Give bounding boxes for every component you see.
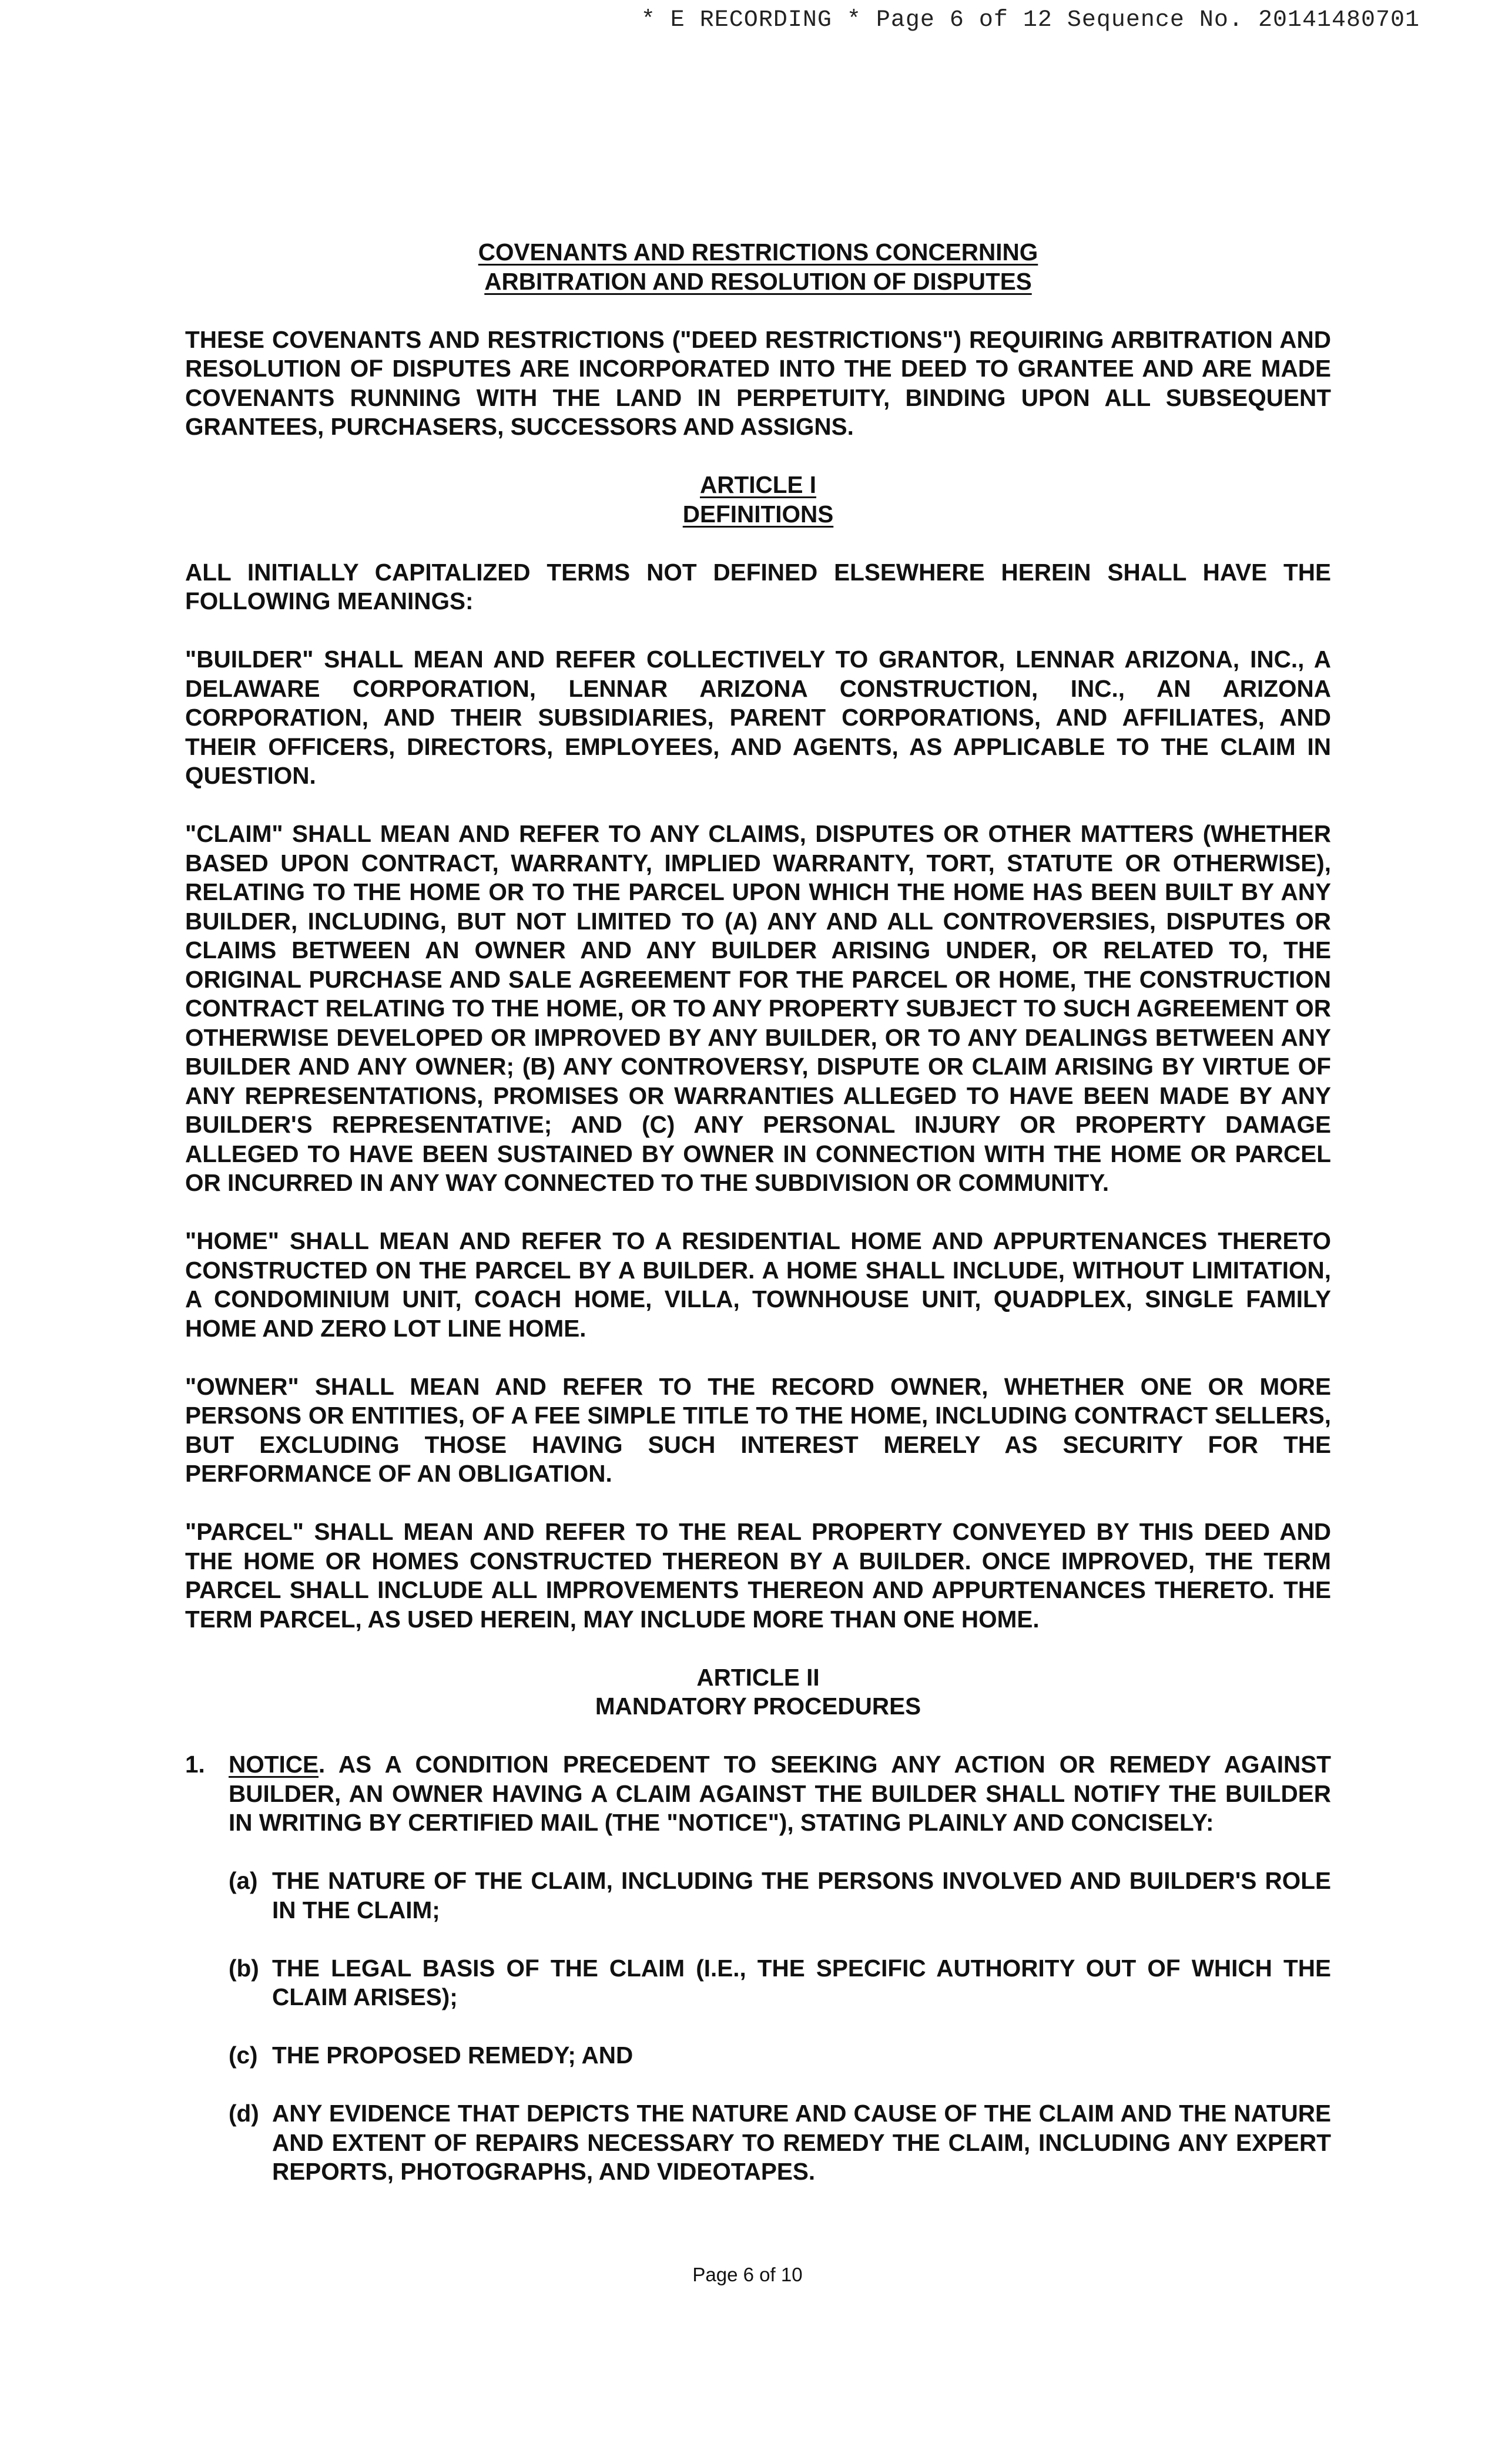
notice-item-label: (c) xyxy=(229,2042,258,2069)
definitions-intro: ALL INITIALLY CAPITALIZED TERMS NOT DEFINED ELSEWHERE HEREIN SHALL HAVE THE FOLLOWING MEANINGS: xyxy=(185,558,1331,615)
notice-items xyxy=(229,1867,1331,2187)
article-1-number: ARTICLE I xyxy=(700,471,816,498)
notice-term: NOTICE xyxy=(229,1751,319,1778)
article-2-number: ARTICLE II xyxy=(696,1663,820,1691)
title-line-2: ARBITRATION AND RESOLUTION OF DISPUTES xyxy=(484,267,1032,295)
notice-item-label: (a) xyxy=(229,1867,258,1894)
notice-item xyxy=(229,2099,1331,2187)
article-1-name: DEFINITIONS xyxy=(682,500,834,528)
notice-item-text: THE NATURE OF THE CLAIM, INCLUDING THE PERSONS INVOLVED AND BUILDER'S ROLE IN THE CLAIM; xyxy=(272,1867,1331,1923)
definition-home: "HOME" SHALL MEAN AND REFER TO A RESIDENTIAL HOME AND APPURTENANCES THERETO CONSTRUCTED ON THE PARCEL BY A BUILDER. A HOME SHALL INCLUDE, WITHOUT LIMITATION, A CONDOMINIUM UNIT, COACH HOME, VILLA, TOWNHOUSE UNIT, QUADPLEX, SINGLE FAMILY HOME AND ZERO LOT LINE HOME. xyxy=(185,1227,1331,1342)
notice-item-text: THE LEGAL BASIS OF THE CLAIM (I.E., THE SPECIFIC AUTHORITY OUT OF WHICH THE CLAIM ARISES); xyxy=(272,1954,1331,2010)
recording-stamp: * E RECORDING * Page 6 of 12 Sequence No. 20141480701 xyxy=(641,7,1420,33)
definition-owner: "OWNER" SHALL MEAN AND REFER TO THE RECORD OWNER, WHETHER ONE OR MORE PERSONS OR ENTITIES, OF A FEE SIMPLE TITLE TO THE HOME, INCLUDING CONTRACT SELLERS, BUT EXCLUDING THOSE HAVING SUCH INTEREST MERELY AS SECURITY FOR THE PERFORMANCE OF AN OBLIGATION. xyxy=(185,1372,1331,1487)
intro-paragraph: THESE COVENANTS AND RESTRICTIONS ("DEED RESTRICTIONS") REQUIRING ARBITRATION AND RESOLUTION OF DISPUTES ARE INCORPORATED INTO THE DEED TO GRANTEE AND ARE MADE COVENANTS RUNNING WITH THE LAND IN PERPETUITY, BINDING UPON ALL SUBSEQUENT GRANTEES, PURCHASERS, SUCCESSORS AND ASSIGNS. xyxy=(185,325,1331,440)
document-body xyxy=(185,238,1331,2187)
definition-builder: "BUILDER" SHALL MEAN AND REFER COLLECTIVELY TO GRANTOR, LENNAR ARIZONA, INC., A DELAWARE CORPORATION, LENNAR ARIZONA CONSTRUCTION, INC., AN ARIZONA CORPORATION, AND THEIR SUBSIDIARIES, PARENT CORPORATIONS, AND AFFILIATES, AND THEIR OFFICERS, DIRECTORS, EMPLOYEES, AND AGENTS, AS APPLICABLE TO THE CLAIM IN QUESTION. xyxy=(185,646,1331,789)
notice-item xyxy=(229,1954,1331,2012)
notice-body: . AS A CONDITION PRECEDENT TO SEEKING ANY ACTION OR REMEDY AGAINST BUILDER, AN OWNER HAVING A CLAIM AGAINST THE BUILDER SHALL NOTIFY THE BUILDER IN WRITING BY CERTIFIED MAIL (THE "NOTICE"), STATING PLAINLY AND CONCISELY: xyxy=(229,1751,1331,1836)
notice-item-text: ANY EVIDENCE THAT DEPICTS THE NATURE AND CAUSE OF THE CLAIM AND THE NATURE AND EXTENT OF REPAIRS NECESSARY TO REMEDY THE CLAIM, INCLUDING ANY EXPERT REPORTS, PHOTOGRAPHS, AND VIDEOTAPES. xyxy=(272,2100,1331,2185)
notice-item xyxy=(229,2041,1331,2070)
notice-text xyxy=(229,1750,1331,1838)
notice-item-label: (d) xyxy=(229,2100,259,2127)
definition-parcel: "PARCEL" SHALL MEAN AND REFER TO THE REAL PROPERTY CONVEYED BY THIS DEED AND THE HOME OR HOMES CONSTRUCTED THEREON BY A BUILDER. ONCE IMPROVED, THE TERM PARCEL SHALL INCLUDE ALL IMPROVEMENTS THEREON AND APPURTENANCES THERETO. THE TERM PARCEL, AS USED HEREIN, MAY INCLUDE MORE THAN ONE HOME. xyxy=(185,1518,1331,1633)
notice-section xyxy=(185,1750,1331,1838)
article-2-name: MANDATORY PROCEDURES xyxy=(595,1693,921,1720)
notice-item-text: THE PROPOSED REMEDY; AND xyxy=(272,2042,633,2069)
definition-claim: "CLAIM" SHALL MEAN AND REFER TO ANY CLAIMS, DISPUTES OR OTHER MATTERS (WHETHER BASED UPON CONTRACT, WARRANTY, IMPLIED WARRANTY, TORT, STATUTE OR OTHERWISE), RELATING TO THE HOME OR TO THE PARCEL UPON WHICH THE HOME HAS BEEN BUILT BY ANY BUILDER, INCLUDING, BUT NOT LIMITED TO (A) ANY AND ALL CONTROVERSIES, DISPUTES OR CLAIMS BETWEEN AN OWNER AND ANY BUILDER ARISING UNDER, OR RELATED TO, THE ORIGINAL PURCHASE AND SALE AGREEMENT FOR THE PARCEL OR HOME, THE CONSTRUCTION CONTRACT RELATING TO THE HOME, OR TO ANY PROPERTY SUBJECT TO SUCH AGREEMENT OR OTHERWISE DEVELOPED OR IMPROVED BY ANY BUILDER, OR TO ANY DEALINGS BETWEEN ANY BUILDER AND ANY OWNER; (B) ANY CONTROVERSY, DISPUTE OR CLAIM ARISING BY VIRTUE OF ANY REPRESENTATIONS, PROMISES OR WARRANTIES ALLEGED TO HAVE BEEN MADE BY ANY BUILDER'S REPRESENTATIVE; AND (C) ANY PERSONAL INJURY OR PROPERTY DAMAGE ALLEGED TO HAVE BEEN SUSTAINED BY OWNER IN CONNECTION WITH THE HOME OR PARCEL OR INCURRED IN ANY WAY CONNECTED TO THE SUBDIVISION OR COMMUNITY. xyxy=(185,820,1331,1196)
document-title xyxy=(185,238,1331,296)
notice-item-label: (b) xyxy=(229,1954,259,1982)
page-footer: Page 6 of 10 xyxy=(692,2264,803,2285)
title-line-1: COVENANTS AND RESTRICTIONS CONCERNING xyxy=(478,239,1038,266)
notice-item xyxy=(229,1867,1331,1925)
notice-number: 1. xyxy=(185,1751,205,1778)
article-2-heading xyxy=(185,1663,1331,1721)
article-1-heading xyxy=(185,471,1331,529)
